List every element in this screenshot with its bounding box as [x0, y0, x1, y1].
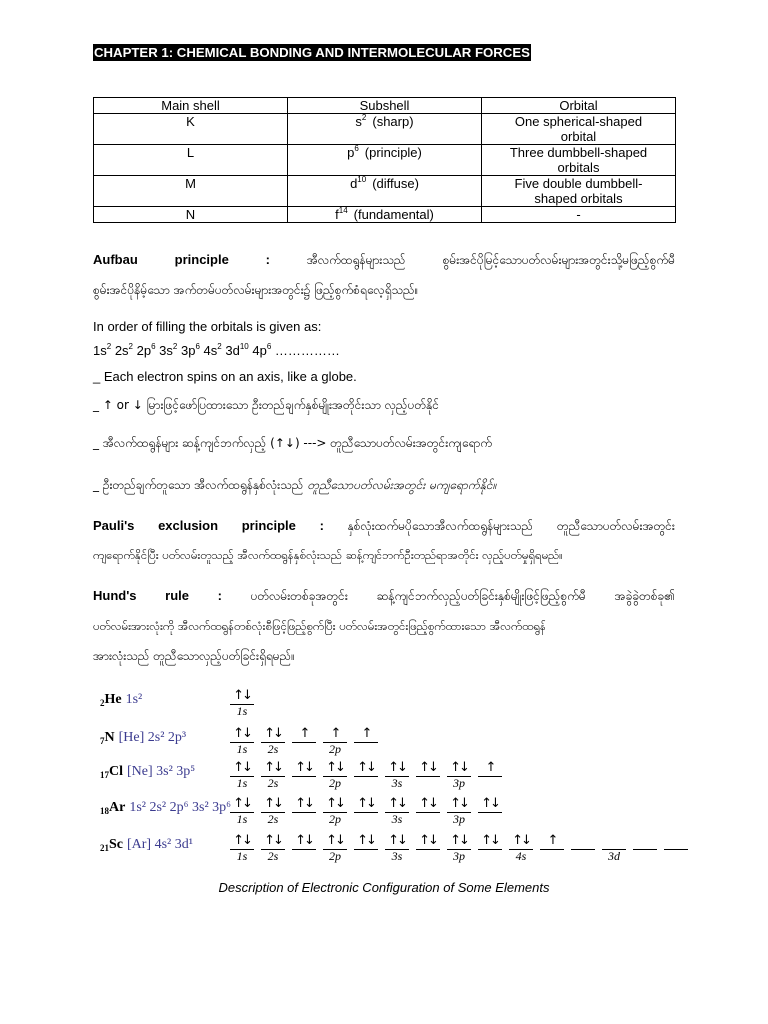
column-header: Subshell	[288, 98, 482, 114]
subshell-label: 2p	[329, 776, 341, 790]
column-header: Orbital	[482, 98, 676, 114]
subshell-name: (fundamental)	[353, 207, 434, 222]
figure-caption: Description of Electronic Configuration of Some Elements	[218, 880, 550, 895]
hund-label: Hund's rule :	[93, 588, 222, 603]
subshell-label: 3s	[391, 849, 403, 863]
bullet-same-spin	[93, 476, 675, 494]
subshell-letter: f	[335, 207, 339, 222]
electron-arrows-icon: ↑↓	[481, 796, 499, 811]
filling-term-electrons: 2	[217, 342, 222, 351]
electron-configuration: 1s² 2s² 2p⁶ 3s² 3p⁶	[129, 800, 232, 815]
electron-arrows-icon: ↑↓	[264, 796, 282, 811]
subshell-letter: p	[347, 145, 355, 160]
filling-ellipsis: ……………	[274, 343, 340, 358]
element-label	[100, 730, 186, 746]
electron-arrows-icon: ↑↓	[450, 760, 468, 775]
subshell-label: 1s	[236, 849, 248, 863]
electron-arrows-icon: ↑↓	[512, 833, 530, 848]
subshell-label: 3p	[453, 849, 465, 863]
electron-arrows-icon: ↑↓	[450, 796, 468, 811]
subshell-label: 1s	[236, 776, 248, 790]
subshell-label: 4s	[515, 849, 527, 863]
filling-term: 4s	[203, 343, 218, 358]
hund-text-line3: အားလုံးသည် တူညီသောလှည့်ပတ်ခြင်းရှိရမည်။	[93, 649, 295, 663]
filling-term-electrons: 2	[106, 342, 112, 351]
subshell-label: 1s	[236, 704, 248, 718]
element-label	[100, 837, 193, 853]
atomic-number: 21	[100, 843, 109, 853]
shell-cell: K	[94, 114, 288, 145]
hund-paragraph-line2	[93, 616, 675, 636]
subshell-cell	[288, 207, 482, 223]
atomic-number: 18	[100, 806, 109, 816]
electron-arrows-icon: ↑	[330, 726, 340, 741]
electron-arrows-icon: ↑↓	[326, 760, 344, 775]
subshell-label: 3s	[391, 776, 403, 790]
element-symbol: N	[104, 730, 115, 745]
subshell-label: 2s	[267, 776, 279, 790]
element-symbol: Ar	[109, 800, 126, 815]
subshell-capacity: 6	[354, 144, 359, 153]
element-label	[100, 800, 231, 816]
table-row	[94, 207, 676, 223]
electron-arrows-icon	[602, 833, 626, 849]
subshell-label: 2p	[329, 849, 341, 863]
aufbau-label: Aufbau principle :	[93, 252, 271, 267]
filling-term: 1s	[93, 343, 107, 358]
pauli-text-line2: ကျရောက်နိုင်ပြီး ပတ်လမ်းတူသည့် အီလက်ထရွန်နှစ်လုံးသည် ဆန့်ကျင်ဘက်ဦးတည်ရာအတိုင်း လှည့်ပတ်မှုရှိရမည်။	[93, 548, 563, 562]
subshell-name: (sharp)	[372, 114, 414, 129]
electron-arrows-icon: ↑↓	[357, 833, 375, 848]
subshell-label: 1s	[236, 742, 248, 756]
electron-configuration: [He] 2s² 2p³	[118, 730, 187, 745]
subshell-cell	[288, 176, 482, 207]
orbital-cell: -	[482, 207, 676, 223]
electron-arrows-icon	[571, 833, 595, 849]
filling-intro: In order of filling the orbitals is given as:	[93, 319, 322, 334]
electron-configuration: 1s²	[125, 692, 143, 707]
table-row	[94, 176, 676, 207]
subshell-label: 1s	[236, 812, 248, 826]
bullet-spin: _ Each electron spins on an axis, like a globe.	[93, 369, 357, 384]
aufbau-text-line1: အီလက်ထရွန်များသည် စွမ်းအင်ပိုမြင့်သောပတ်လမ်းများအတွင်းသို့မဖြည့်စွက်မီ	[306, 253, 675, 267]
orbital-cell: Three dumbbell-shaped orbitals	[482, 145, 676, 176]
hund-text-line2: ပတ်လမ်းအားလုံးကို အီလက်ထရွန်တစ်လုံးစီဖြင့်ဖြည့်စွက်ပြီး ပတ်လမ်းအတွင်းဖြည့်စွက်ထားသော အီလက်ထရွန်	[93, 619, 546, 633]
filling-term: 2p	[136, 343, 152, 358]
filling-term-electrons: 6	[266, 342, 272, 351]
pauli-paragraph	[93, 516, 675, 536]
electron-arrows-icon: ↑↓	[326, 833, 344, 848]
electron-arrows-icon	[664, 833, 688, 849]
electron-arrows-icon: ↑↓	[357, 796, 375, 811]
filling-order	[93, 343, 675, 359]
hund-text-line1: ပတ်လမ်းတစ်ခုအတွင်း ဆန့်ကျင်ဘက်လှည့်ပတ်ခြင်းနှစ်မျိုးဖြင့်ဖြည့်စွက်မီ အခွဲခွဲတစ်ခု၏	[250, 589, 675, 603]
element-symbol: Cl	[109, 764, 123, 779]
subshell-label: 2p	[329, 742, 341, 756]
electron-arrows-icon: ↑↓	[419, 796, 437, 811]
subshell-capacity: 10	[357, 175, 367, 184]
electron-arrows-icon: ↑↓	[357, 760, 375, 775]
subshell-label: 3d	[608, 849, 620, 863]
subshell-label: 2p	[329, 812, 341, 826]
element-symbol: Sc	[109, 837, 123, 852]
filling-term: 4p	[252, 343, 267, 358]
electron-arrows-icon: ↑↓	[264, 726, 282, 741]
electron-arrows-icon: ↑	[299, 726, 309, 741]
hund-paragraph	[93, 586, 675, 606]
filling-term-electrons: 2	[172, 342, 178, 351]
bullet-arrows: _ ↑ or ↓ မြားဖြင့်ဖော်ပြထားသော ဦးတည်ချက်နှစ်မျိုးအတိုင်းသာ လှည့်ပတ်နိုင်	[93, 398, 440, 412]
subshell-label: 2s	[267, 849, 279, 863]
electron-arrows-icon: ↑	[485, 760, 495, 775]
electron-arrows-icon	[633, 833, 657, 849]
electron-arrows-icon: ↑↓	[450, 833, 468, 848]
subshell-cell	[288, 114, 482, 145]
electron-arrows-icon: ↑↓	[233, 760, 251, 775]
shell-cell: M	[94, 176, 288, 207]
table-row	[94, 114, 676, 145]
electron-arrows-icon: ↑↓	[388, 796, 406, 811]
element-symbol: He	[104, 692, 122, 707]
bullet-pair: _ အီလက်ထရွန်များ ဆန့်ကျင်ဘက်လှည့် (↑↓) ---> တူညီသောပတ်လမ်းအတွင်းကျရောက်	[93, 436, 492, 450]
subshell-label: 3p	[453, 776, 465, 790]
electron-arrows-icon: ↑↓	[326, 796, 344, 811]
electron-arrows-icon: ↑↓	[388, 833, 406, 848]
shell-table	[93, 97, 676, 223]
element-label	[100, 764, 195, 780]
subshell-label: 2s	[267, 742, 279, 756]
electron-configuration: [Ar] 4s² 3d¹	[127, 837, 193, 852]
electron-configuration: [Ne] 3s² 3p⁵	[127, 764, 196, 779]
subshell-capacity: 2	[361, 113, 367, 122]
filling-term-electrons: 6	[195, 342, 200, 351]
table-row	[94, 145, 676, 176]
subshell-capacity: 14	[338, 206, 348, 215]
bullet-same-italic: တူညီသောပတ်လမ်းအတွင်း မကျရောက်နိုင်။	[307, 478, 497, 492]
subshell-label: 3s	[391, 812, 403, 826]
subshell-label: 2s	[267, 812, 279, 826]
electron-arrows-icon: ↑↓	[264, 833, 282, 848]
aufbau-paragraph	[93, 250, 675, 270]
electron-arrows-icon: ↑↓	[419, 833, 437, 848]
electron-arrows-icon: ↑↓	[388, 760, 406, 775]
subshell-letter: d	[350, 176, 358, 191]
electron-arrows-icon: ↑↓	[295, 760, 313, 775]
filling-term: 3d	[225, 343, 240, 358]
chapter-title: CHAPTER 1: CHEMICAL BONDING AND INTERMOLECULAR FORCES	[94, 45, 530, 60]
pauli-paragraph-line2	[93, 545, 675, 565]
orbital-cell: Five double dumbbell-shaped orbitals	[482, 176, 676, 207]
electron-arrows-icon: ↑↓	[295, 833, 313, 848]
subshell-name: (principle)	[364, 145, 422, 160]
electron-arrows-icon: ↑↓	[264, 760, 282, 775]
electron-arrows-icon: ↑↓	[295, 796, 313, 811]
pauli-text-line1: နှစ်လုံးထက်မပိုသောအီလက်ထရွန်များသည် တူညီသောပတ်လမ်းအတွင်း	[347, 519, 675, 533]
filling-term-electrons: 6	[151, 342, 156, 351]
element-label	[100, 692, 142, 708]
hund-paragraph-line3	[93, 646, 675, 666]
atomic-number: 7	[100, 736, 105, 746]
filling-term-electrons: 10	[239, 342, 249, 351]
filling-term: 2s	[114, 343, 129, 358]
aufbau-paragraph-line2	[93, 280, 675, 300]
electron-arrows-icon: ↑	[361, 726, 371, 741]
electron-arrows-icon: ↑↓	[233, 726, 251, 741]
filling-term: 3s	[159, 343, 173, 358]
electron-arrows-icon: ↑↓	[419, 760, 437, 775]
filling-term: 3p	[180, 343, 196, 358]
electron-arrows-icon: ↑↓	[481, 833, 499, 848]
subshell-cell	[288, 145, 482, 176]
subshell-letter: s	[355, 114, 362, 129]
orbital-cell: One spherical-shaped orbital	[482, 114, 676, 145]
filling-term-electrons: 2	[128, 342, 133, 351]
aufbau-text-line2: စွမ်းအင်ပိုနိမ့်သော အက်တမ်ပတ်လမ်းများအတွင်း၌ ဖြည့်စွက်စံရလေ့ရှိသည်။	[93, 283, 419, 297]
atomic-number: 17	[100, 770, 109, 780]
subshell-label: 3p	[453, 812, 465, 826]
pauli-label: Pauli's exclusion principle :	[93, 518, 324, 533]
bullet-same-prefix: _ ဦးတည်ချက်တူသော အီလက်ထရွန်နှစ်လုံးသည်	[93, 478, 304, 492]
electron-arrows-icon: ↑↓	[233, 796, 251, 811]
column-header: Main shell	[94, 98, 288, 114]
electron-arrows-icon: ↑↓	[233, 833, 251, 848]
table-header-row	[94, 98, 676, 114]
atomic-number: 2	[100, 698, 105, 708]
electron-arrows-icon: ↑↓	[233, 688, 251, 703]
electron-arrows-icon: ↑	[547, 833, 557, 848]
shell-cell: L	[94, 145, 288, 176]
shell-cell: N	[94, 207, 288, 223]
subshell-name: (diffuse)	[372, 176, 419, 191]
